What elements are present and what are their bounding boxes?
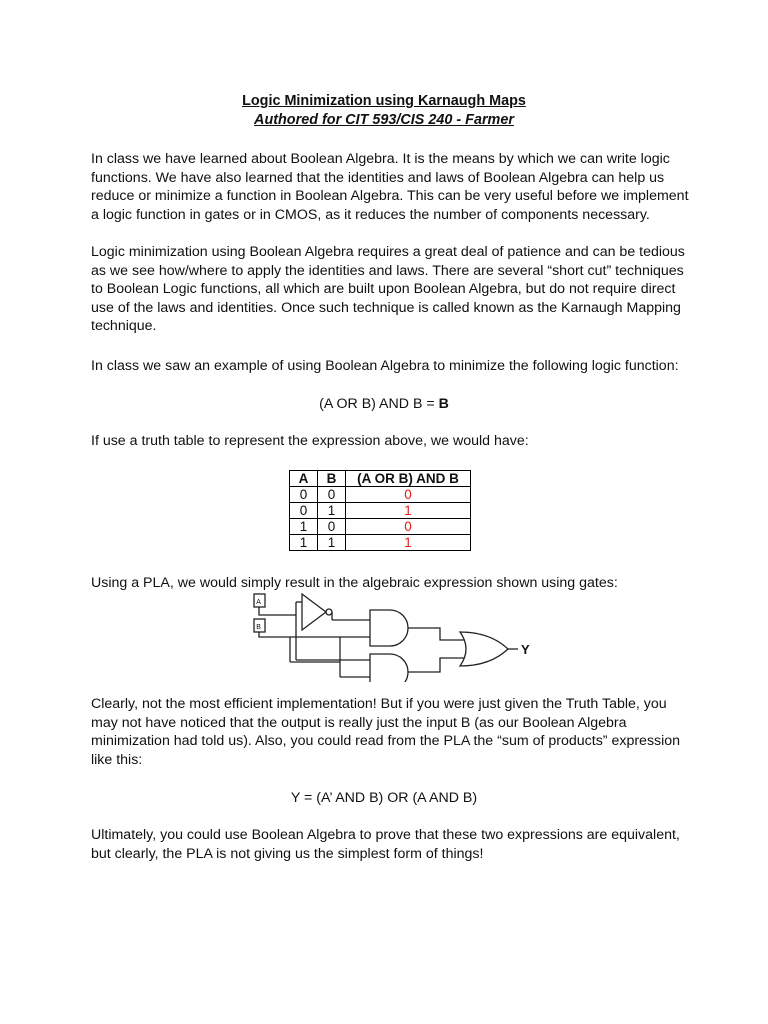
equation-1-result: B [438,396,449,412]
pla-circuit-diagram [250,592,540,682]
input-b-label: B [256,624,261,631]
output-y-label: Y [521,642,530,657]
cell-a: 0 [290,487,318,503]
cell-a: 1 [290,535,318,551]
cell-output: 0 [346,487,471,503]
paragraph-example: In class we saw an example of using Boolean Algebra to minimize the following logic function: [91,358,679,374]
document-subtitle: Authored for CIT 593/CIS 240 - Farmer [254,112,514,128]
cell-a: 0 [290,503,318,519]
truth-table [289,470,471,551]
cell-output: 1 [346,503,471,519]
header-output: (A OR B) AND B [346,471,471,487]
cell-output: 1 [346,535,471,551]
and-gate-bottom [370,654,408,682]
cell-a: 1 [290,519,318,535]
table-row [290,535,471,551]
wire-a [259,607,296,615]
paragraph-final: Ultimately, you could use Boolean Algebra to prove that these two expressions are equivalent, but clearly, the PLA is not giving us the simplest form of things! [91,827,680,862]
cell-b: 0 [318,519,346,535]
cell-b: 0 [318,487,346,503]
cell-b: 1 [318,503,346,519]
paragraph-intro: In class we have learned about Boolean Algebra. It is the means by which we can write logic functions. We have also learned that the identities and laws of Boolean Algebra can help us reduce or minimize a function in Boolean Algebra. This can be very useful before we implement a logic function in gates or in CMOS, as it reduces the number of components necessary. [91,151,689,223]
or-gate [460,632,508,666]
paragraph-minimization: Logic minimization using Boolean Algebra requires a great deal of patience and can be tedious as we see how/where to apply the identities and laws. There are several “short cut” techniques to Boolean Logic functions, all which are built upon Boolean Algebra, but do not require direct use of the laws and identities. Once such technique is called known as the Karnaugh Mapping technique. [91,244,685,335]
header-b: B [318,471,346,487]
document-title: Logic Minimization using Karnaugh Maps [242,93,526,109]
table-row [290,503,471,519]
equation-1 [0,396,768,412]
and-gate-top [370,610,408,646]
cell-output: 0 [346,519,471,535]
wire-b [259,632,290,637]
input-a-label: A [256,599,261,606]
cell-b: 1 [318,535,346,551]
equation-1-expr: (A OR B) AND B = [319,396,439,412]
truth-table-header-row [290,471,471,487]
equation-2: Y = (A’ AND B) OR (A AND B) [290,790,478,806]
paragraph-conclusion: Clearly, not the most efficient implementation! But if you were just given the Truth Table, you may not have noticed that the output is really just the input B (as our Boolean Algebra minimization had told us). Also, you could read from the PLA the “sum of products” expression like this: [91,696,681,768]
paragraph-pla-intro: Using a PLA, we would simply result in the algebraic expression shown using gates: [91,575,618,591]
paragraph-truth-table-intro: If use a truth table to represent the expression above, we would have: [91,433,529,449]
header-a: A [290,471,318,487]
table-row [290,487,471,503]
wire-and-top-out [408,628,464,640]
inverter-gate [302,594,326,630]
wire-and-bottom-out [408,658,464,672]
table-row [290,519,471,535]
